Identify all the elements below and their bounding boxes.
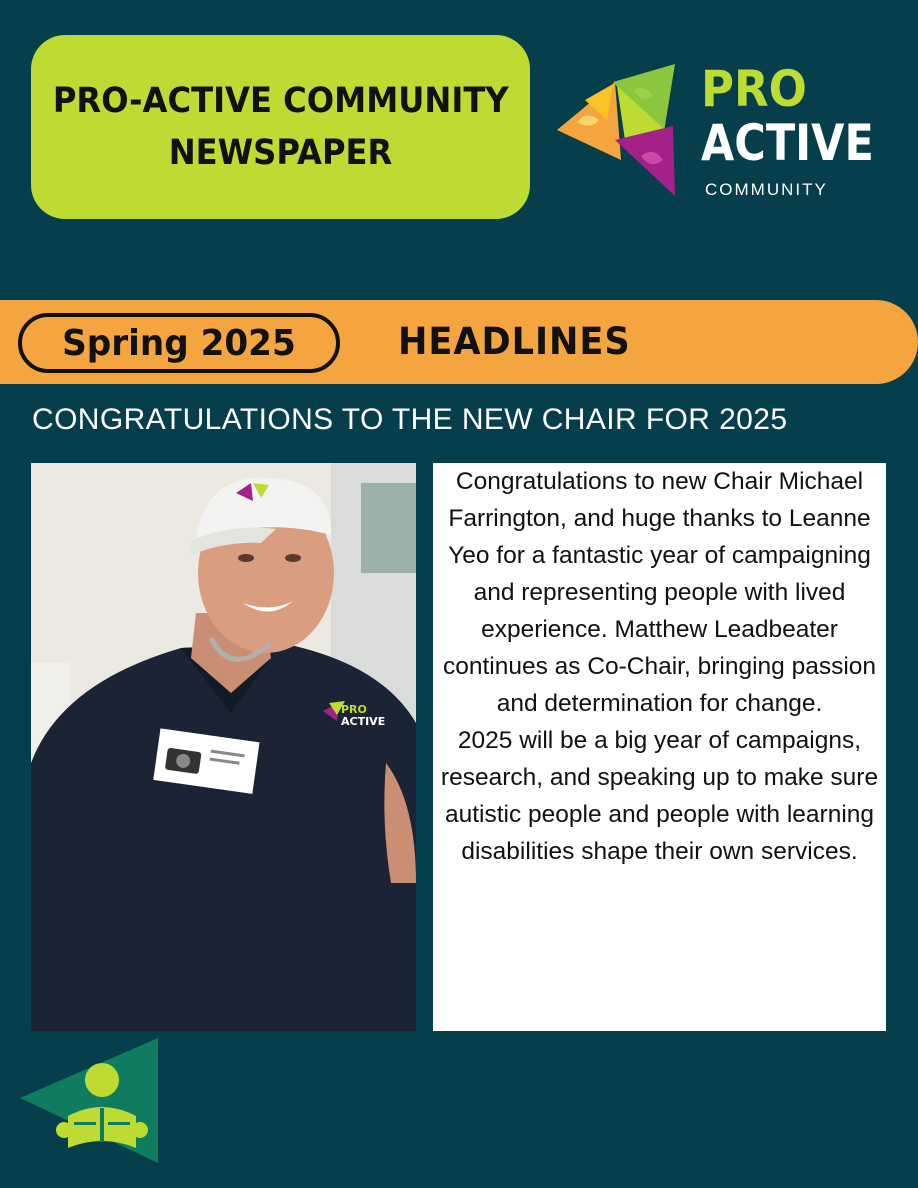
chair-photo [31, 463, 416, 1031]
masthead-title-line1: PRO-ACTIVE COMMUNITY [52, 81, 509, 121]
logo-word-community: COMMUNITY [705, 180, 828, 199]
article-heading: CONGRATULATIONS TO THE NEW CHAIR FOR 2025 [32, 403, 788, 436]
article-paragraph-1: Congratulations to new Chair Michael Farrington, and huge thanks to Leanne Yeo for a fantastic year of campaigning and representing people with lived experience. Matthew Leadbeater continues as Co-Chair, bringing passion and determination for change. [442, 468, 877, 717]
article-paragraph-2: 2025 will be a big year of campaigns, research, and speaking up to make sure autistic people and people with learning disabilities shape their own services. [440, 727, 879, 865]
shirt-logo-active: ACTIVE [341, 715, 386, 728]
season-badge [18, 313, 340, 373]
logo-word-pro: PRO [701, 60, 807, 118]
season-label: Spring 2025 [62, 322, 296, 364]
masthead-title-box [31, 35, 530, 219]
headlines-banner [0, 300, 918, 384]
reader-icon [20, 1038, 160, 1163]
shirt-logo-pro: PRO [341, 703, 367, 716]
logo-triangles-icon [555, 60, 695, 205]
chair-photo-illustration [31, 463, 416, 1031]
headlines-label: HEADLINES [398, 320, 631, 363]
pro-active-logo [555, 60, 895, 205]
article-text-box [433, 463, 886, 1031]
masthead-title-line2: NEWSPAPER [168, 133, 393, 173]
logo-word-active: ACTIVE [701, 114, 874, 172]
